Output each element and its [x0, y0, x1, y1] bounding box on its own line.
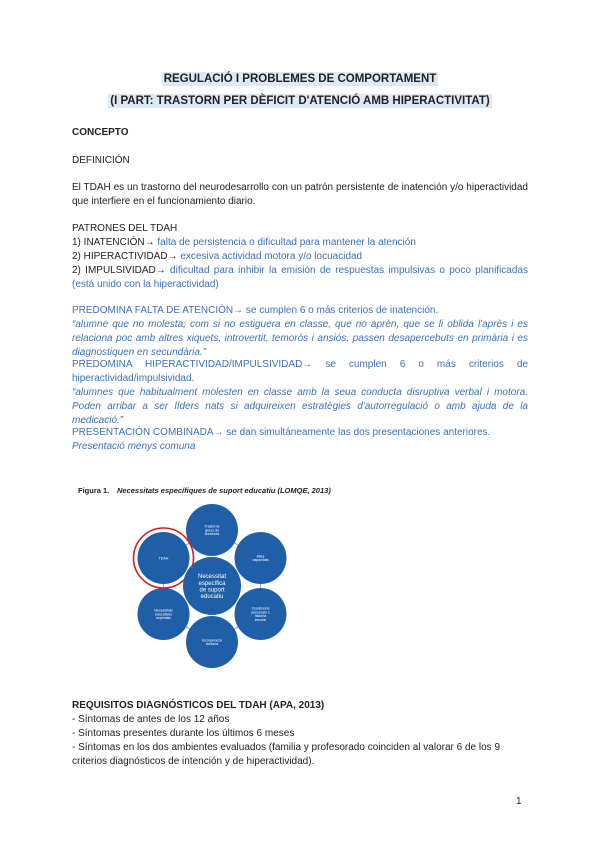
- patrones-heading: PATRONES DEL TDAH: [72, 223, 178, 234]
- figure-caption-text: Necessitats específiques de suport educatiu (LOMQE, 2013): [117, 486, 331, 495]
- patron-3: 2) IMPULSIVIDAD→ dificultad para inhibir la emisión de respuestas impulsivas o poco planificadas (está unido con la hiperactividad): [72, 265, 528, 290]
- requisito-1: - Síntomas de antes de los 12 años: [72, 714, 230, 725]
- concepto-heading: CONCEPTO: [72, 127, 129, 138]
- figure-diagram: [68, 482, 368, 682]
- note-combinada: Presentació menys comuna: [72, 441, 196, 452]
- quote-hiperactividad: “alumnes que habitualment molesten en classe amb la seua conducta disruptiva verbal i motora. Poden arribar a ser líders nats si adquireixen estratègies d'autorregulació o amb ajuda de la medicació.”: [72, 387, 528, 426]
- definicion-heading: DEFINICIÓN: [72, 155, 130, 166]
- patron-2: 2) HIPERACTIVIDAD→ excesiva actividad motora y/o locuacidad: [72, 251, 363, 262]
- diagram-node-label: Condicions personals o història escolar: [251, 606, 270, 623]
- diagram-node-label: Necessitats educatives especials: [154, 608, 173, 621]
- quote-inatencion: “alumne que no molesta; com si no estiguera en classe, que no aprèn, que se li oblida l'après i es relaciona poc amb altres xiquets, introvertit, temorós i ansiós, passen desapercebuts en primària i es diagnostiquen en secundària.”: [72, 319, 528, 358]
- requisito-3: - Síntomas en los dos ambientes evaluados (familia y profesorado coinciden al valorar 6 de los 9 criterios diagnósticos de intención y de hiperactividad).: [72, 742, 501, 767]
- title-line-1: REGULACIÓ I PROBLEMES DE COMPORTAMENT: [163, 73, 437, 85]
- requisitos-heading: REQUISITOS DIAGNÓSTICOS DEL TDAH (APA, 2013): [72, 700, 325, 711]
- title-line-2: (I PART: TRASTORN PER DÈFICIT D'ATENCIÓ AMB HIPERACTIVITAT): [110, 95, 490, 107]
- page-number: 1: [516, 796, 522, 807]
- figure-caption-label: Figura 1.: [78, 486, 110, 495]
- patron-1: 1) INATENCIÓN→ falta de persistencia o dificultad para mantener la atención: [72, 237, 416, 248]
- presentacion-hiperactividad: PREDOMINA HIPERACTIVIDAD/IMPULSIVIDAD→ se cumplen 6 o más criterios de hiperactividad/impulsividad.: [72, 359, 528, 384]
- diagram-node-label: Incorporació tardana: [202, 638, 222, 647]
- figure-necessitats: [68, 482, 368, 682]
- diagram-node-label: Trastorns greus de conducta: [204, 524, 220, 537]
- diagram-node-label: Altes capacitats: [252, 554, 269, 563]
- diagram-node-label: TDAH: [158, 556, 169, 561]
- requisito-2: - Síntomas presentes durante los últimos 6 meses: [72, 728, 295, 739]
- diagram-center-label: Necessitat específica de suport educatiu: [197, 574, 227, 600]
- definicion-text: El TDAH es un trastorno del neurodesarrollo con un patrón persistente de inatención y/o hiperactividad que interfiere en el funcionamiento diario.: [72, 182, 528, 207]
- presentacion-combinada: PRESENTACIÓN COMBINADA→ se dan simultáneamente las dos presentaciones anteriores.: [72, 427, 491, 438]
- presentacion-inatencion: PREDOMINA FALTA DE ATENCIÓN→ se cumplen 6 o más criterios de inatención.: [72, 305, 439, 316]
